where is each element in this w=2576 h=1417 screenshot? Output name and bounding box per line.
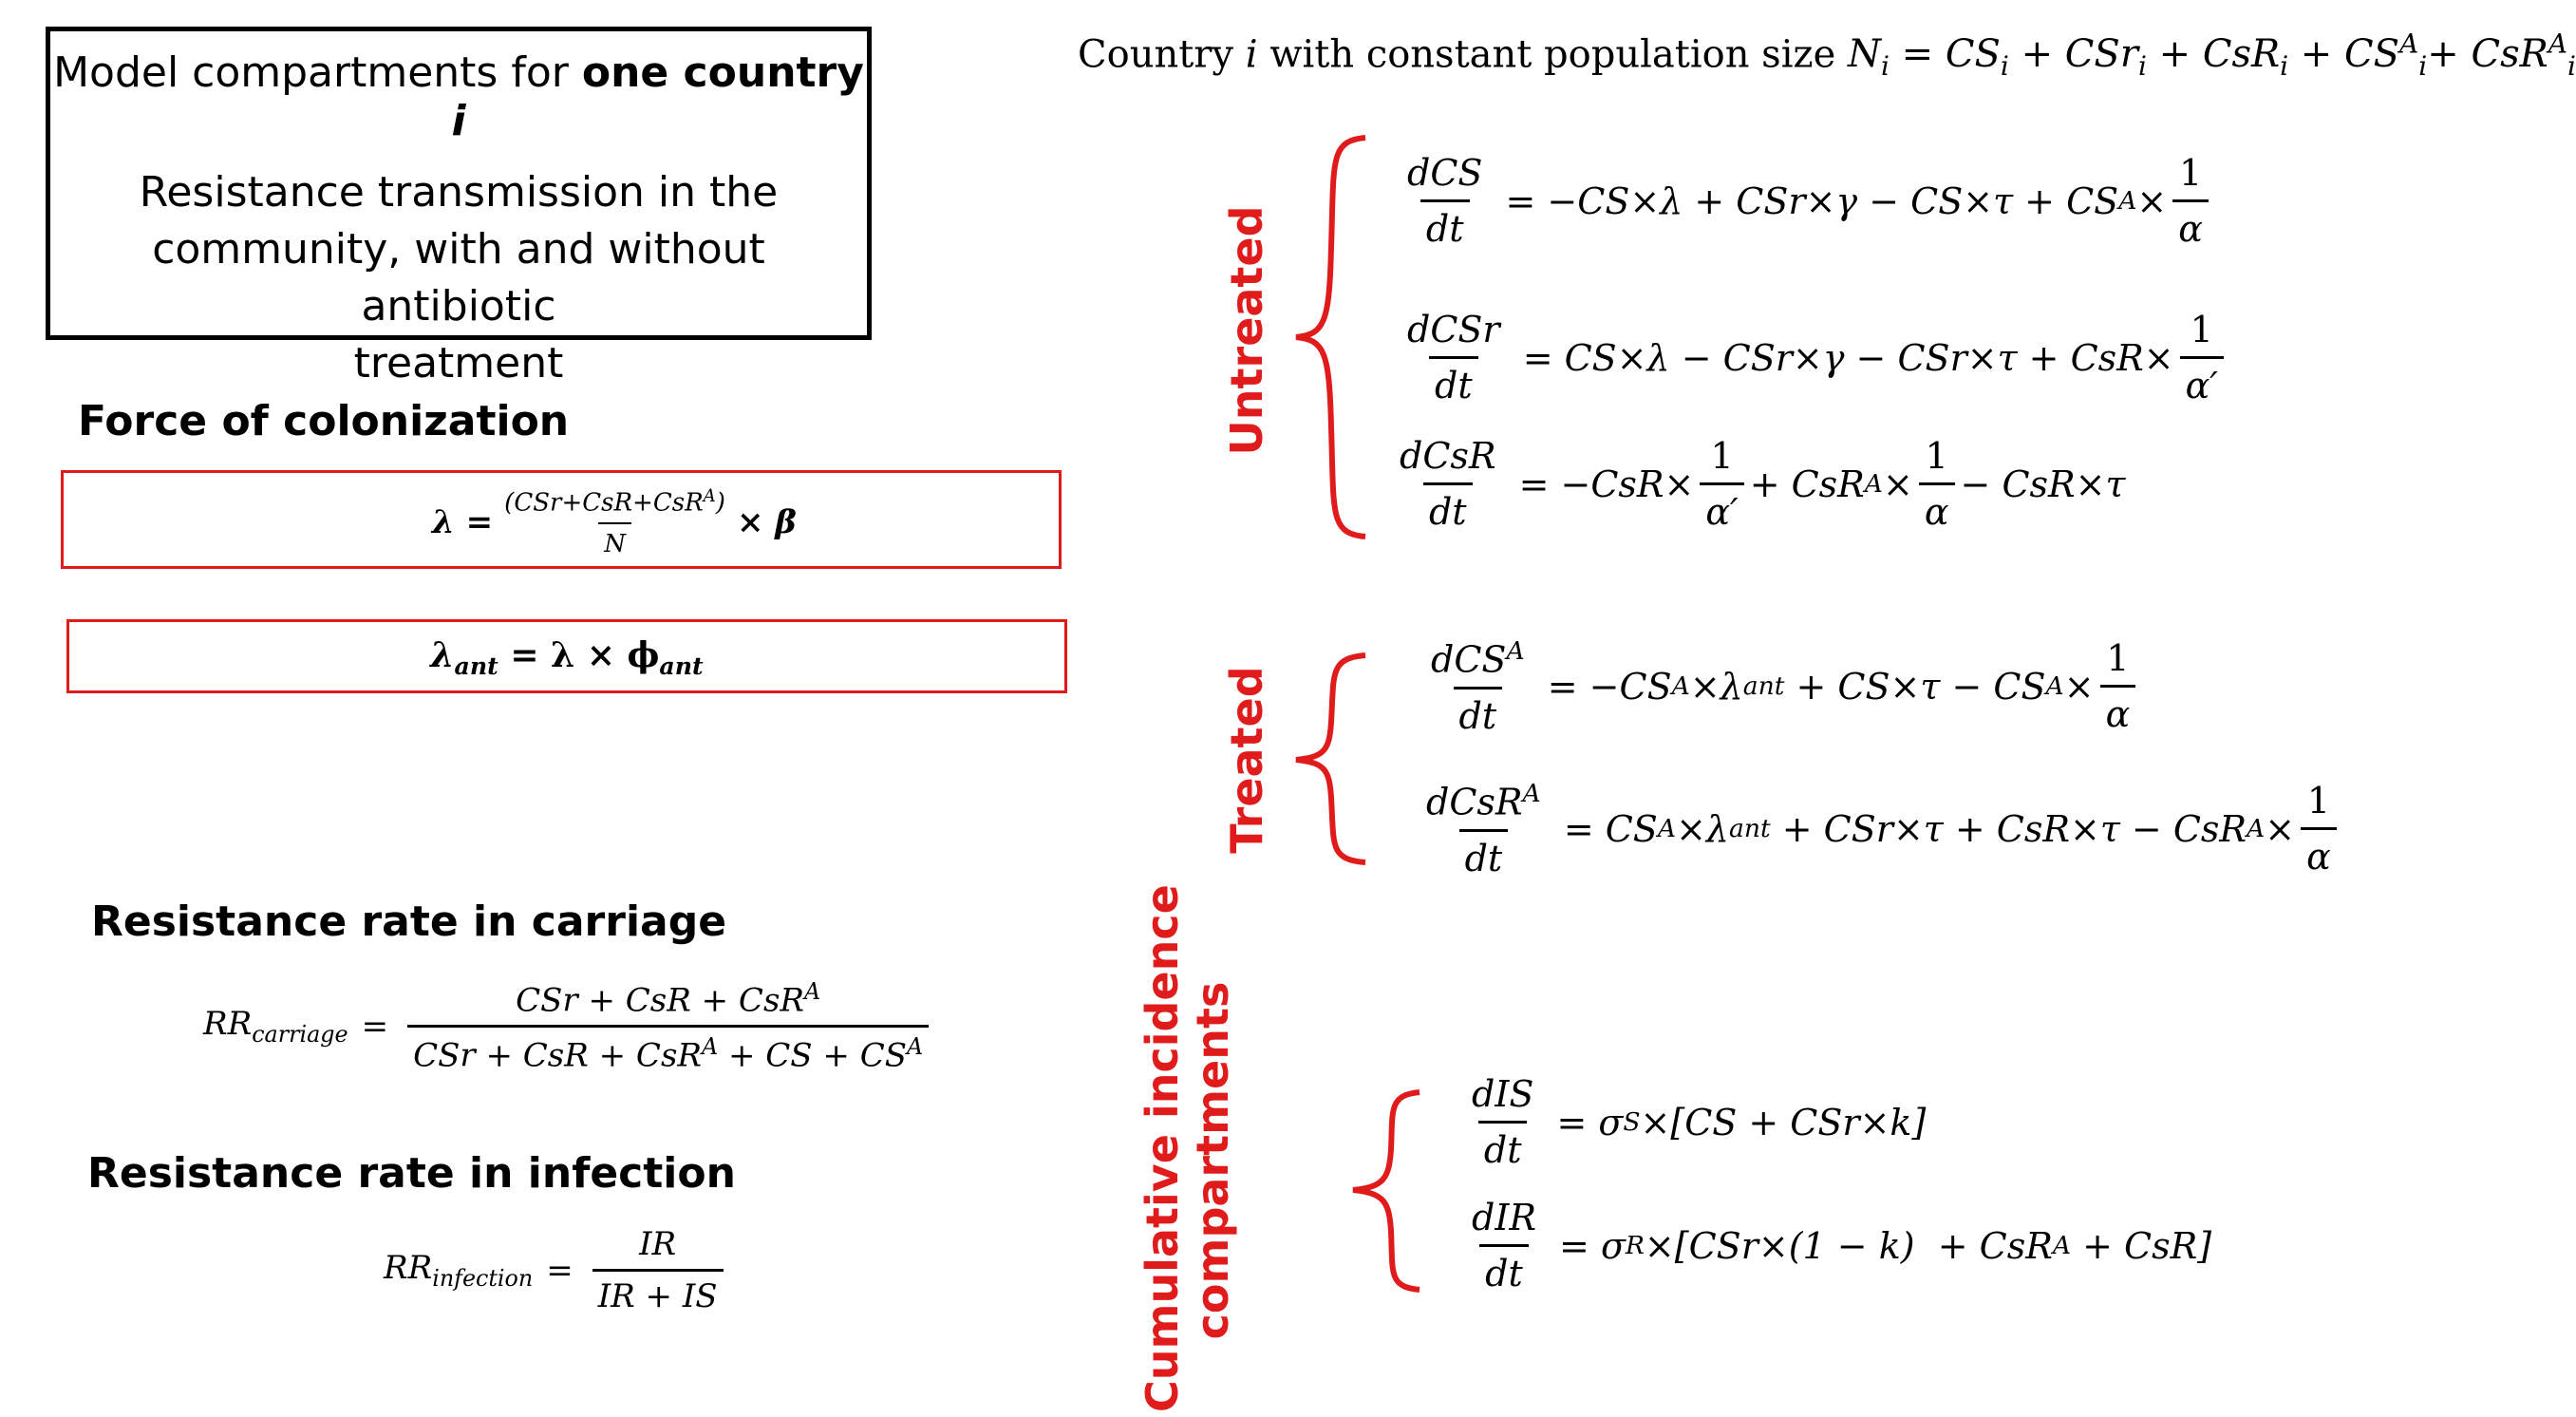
rr-carriage-num-sup: A bbox=[804, 978, 821, 1005]
rr-carriage-sub: carriage bbox=[252, 1021, 348, 1049]
resistance-carriage-heading: Resistance rate in carriage bbox=[91, 897, 727, 946]
equation-dir bbox=[1460, 1197, 2211, 1294]
eq3-rhs3: × bbox=[1883, 463, 1913, 505]
eq4-num-sup: A bbox=[1506, 636, 1525, 666]
rr-carriage-den-tail-sup: A bbox=[907, 1033, 924, 1061]
cumulative-brace bbox=[1353, 1092, 1420, 1290]
equation-dis bbox=[1460, 1073, 1926, 1171]
eq5-rhs: = CS bbox=[1551, 807, 1658, 850]
eq3-rhs: = −CsR× bbox=[1507, 463, 1695, 505]
eq3-f2-den: α bbox=[1919, 482, 1955, 533]
eq4-num: dCS bbox=[1431, 638, 1507, 681]
eq3-f1-num: 1 bbox=[1710, 435, 1734, 477]
eq6-rhs2: ×[CS + CSr×k] bbox=[1640, 1101, 1927, 1143]
eq4-f-num: 1 bbox=[2106, 637, 2130, 680]
title-line2: Resistance transmission in the bbox=[139, 168, 779, 217]
eq5-rhs3-sup: A bbox=[2247, 814, 2266, 844]
eq3-rhs2: + CsR bbox=[1749, 463, 1865, 505]
lambda-ant-sub2: ant bbox=[659, 652, 704, 681]
eq5-rhs3: + CSr×τ + CsR×τ − CsR bbox=[1770, 807, 2247, 850]
eq1-f-den: α bbox=[2172, 199, 2209, 250]
eq4-rhs3: + CS×τ − CS bbox=[1784, 665, 2046, 708]
title-line1-bold: one country bbox=[581, 48, 864, 97]
cumulative-label-line2: compartments bbox=[1186, 981, 1238, 1340]
eq7-num: dIR bbox=[1472, 1197, 1536, 1238]
lambda-numerator-sup: A bbox=[703, 485, 716, 506]
lambda-times-beta: × β bbox=[736, 503, 797, 541]
rr-infection-sub: infection bbox=[432, 1264, 534, 1292]
rr-carriage-den-tail: + CS + CS bbox=[718, 1036, 908, 1075]
rr-infection-lhs: RR bbox=[384, 1249, 433, 1288]
eq5-rhs4: × bbox=[2265, 807, 2296, 850]
eq7-rhs-sub: R bbox=[1625, 1231, 1645, 1260]
rr-carriage-den-sup: A bbox=[702, 1033, 719, 1061]
eq1-rhs2: × bbox=[2136, 179, 2168, 222]
eq2-f-num: 1 bbox=[2190, 309, 2213, 350]
population-mid: with constant population size bbox=[1257, 32, 1848, 77]
eq3-rhs2-sup: A bbox=[1864, 469, 1884, 499]
eq1-rhs-sup: A bbox=[2118, 186, 2137, 216]
untreated-brace bbox=[1296, 138, 1365, 537]
equation-dcs bbox=[1396, 152, 2214, 250]
eq3-num: dCsR bbox=[1400, 435, 1496, 477]
eq1-rhs: = −CS×λ + CSr×γ − CS×τ + CS bbox=[1494, 179, 2119, 222]
rr-infection-eq: = bbox=[546, 1251, 573, 1290]
title-line1-prefix: Model compartments for bbox=[53, 48, 582, 97]
eq7-rhs2: ×[CSr×(1 − k) + CsR bbox=[1644, 1224, 2053, 1267]
eq7-rhs: = σ bbox=[1547, 1224, 1626, 1267]
eq5-rhs2-sub: ant bbox=[1729, 814, 1771, 844]
eq7-rhs3: + CsR] bbox=[2071, 1224, 2212, 1267]
rr-infection-num: IR bbox=[639, 1225, 677, 1263]
force-of-colonization-heading: Force of colonization bbox=[78, 397, 570, 445]
equation-dcsA bbox=[1420, 636, 2141, 737]
eq1-num: dCS bbox=[1407, 152, 1483, 194]
treated-label: Treated bbox=[1221, 666, 1272, 854]
eq4-rhs2-sub: ant bbox=[1742, 671, 1785, 702]
title-line3: community, with and without antibiotic bbox=[152, 225, 765, 331]
eq6-num: dIS bbox=[1472, 1073, 1534, 1115]
eq4-rhs3-sup: A bbox=[2045, 671, 2064, 702]
eq4-rhs: = −CS bbox=[1535, 665, 1672, 708]
rr-carriage-den: CSr + CsR + CsR bbox=[413, 1036, 702, 1075]
eq2-den: dt bbox=[1429, 356, 1478, 406]
lambda-numerator-close: ) bbox=[715, 488, 725, 518]
lambda-denominator: N bbox=[598, 522, 631, 558]
resistance-infection-heading: Resistance rate in infection bbox=[87, 1149, 736, 1198]
eq1-den: dt bbox=[1420, 199, 1470, 250]
eq4-rhs2: ×λ bbox=[1689, 665, 1743, 708]
population-i: i bbox=[1245, 32, 1258, 77]
eq5-num-sup: A bbox=[1522, 779, 1541, 808]
eq4-f-den: α bbox=[2100, 685, 2136, 735]
eq3-rhs4: − CsR×τ bbox=[1960, 463, 2126, 505]
eq5-f-num: 1 bbox=[2306, 780, 2331, 822]
eq5-den: dt bbox=[1459, 829, 1509, 879]
eq4-rhs4: × bbox=[2063, 665, 2095, 708]
eq5-rhs-sup: A bbox=[1657, 814, 1677, 844]
population-formula: $N_i = CS_i + CSr_i + CsR_i + CS^A_i+ CsR^A_i$ bbox=[1847, 28, 2576, 83]
eq4-rhs-sup: A bbox=[1671, 671, 1690, 702]
rr-carriage-eq: = bbox=[361, 1007, 389, 1046]
eq6-rhs: = σ bbox=[1545, 1101, 1624, 1143]
rr-infection-den: IR + IS bbox=[592, 1269, 724, 1315]
rr-carriage-lhs: RR bbox=[203, 1005, 253, 1044]
eq5-f-den: α bbox=[2301, 827, 2337, 878]
lambda-ant-mid: = λ × ϕ bbox=[498, 635, 660, 675]
equation-dcsR bbox=[1388, 435, 2126, 533]
eq3-f1-den: α′ bbox=[1700, 482, 1743, 533]
title-line1-italic: i bbox=[451, 97, 466, 145]
equation-dcsr bbox=[1396, 309, 2229, 406]
title-line4: treatment bbox=[353, 339, 564, 387]
equation-dcsRA bbox=[1415, 779, 2342, 879]
eq3-den: dt bbox=[1423, 482, 1473, 533]
eq1-f-num: 1 bbox=[2179, 152, 2203, 194]
untreated-label: Untreated bbox=[1221, 205, 1272, 456]
lambda-ant-lhs: λ bbox=[430, 635, 455, 675]
eq5-rhs2: ×λ bbox=[1676, 807, 1729, 850]
eq6-rhs-sub: S bbox=[1623, 1107, 1641, 1137]
eq2-num: dCSr bbox=[1407, 309, 1500, 350]
rr-carriage-num: CSr + CsR + CsR bbox=[516, 981, 804, 1020]
eq5-num: dCsR bbox=[1426, 781, 1523, 823]
cumulative-label-line1: Cumulative incidence bbox=[1137, 884, 1188, 1412]
lambda-numerator: (CSr+CsR+CsR bbox=[504, 488, 704, 518]
eq3-f2-num: 1 bbox=[1925, 435, 1948, 477]
eq2-rhs: = CS×λ − CSr×γ − CSr×τ + CsR× bbox=[1511, 336, 2174, 379]
eq4-den: dt bbox=[1454, 687, 1503, 737]
lambda-lhs: λ = bbox=[432, 503, 494, 541]
eq7-rhs2-sup: A bbox=[2052, 1231, 2072, 1260]
eq6-den: dt bbox=[1478, 1121, 1528, 1171]
eq2-f-den: α′ bbox=[2180, 356, 2224, 406]
eq7-den: dt bbox=[1479, 1244, 1529, 1294]
treated-brace bbox=[1296, 655, 1365, 862]
lambda-ant-sub: ant bbox=[454, 652, 498, 681]
population-prefix: Country bbox=[1078, 32, 1246, 77]
